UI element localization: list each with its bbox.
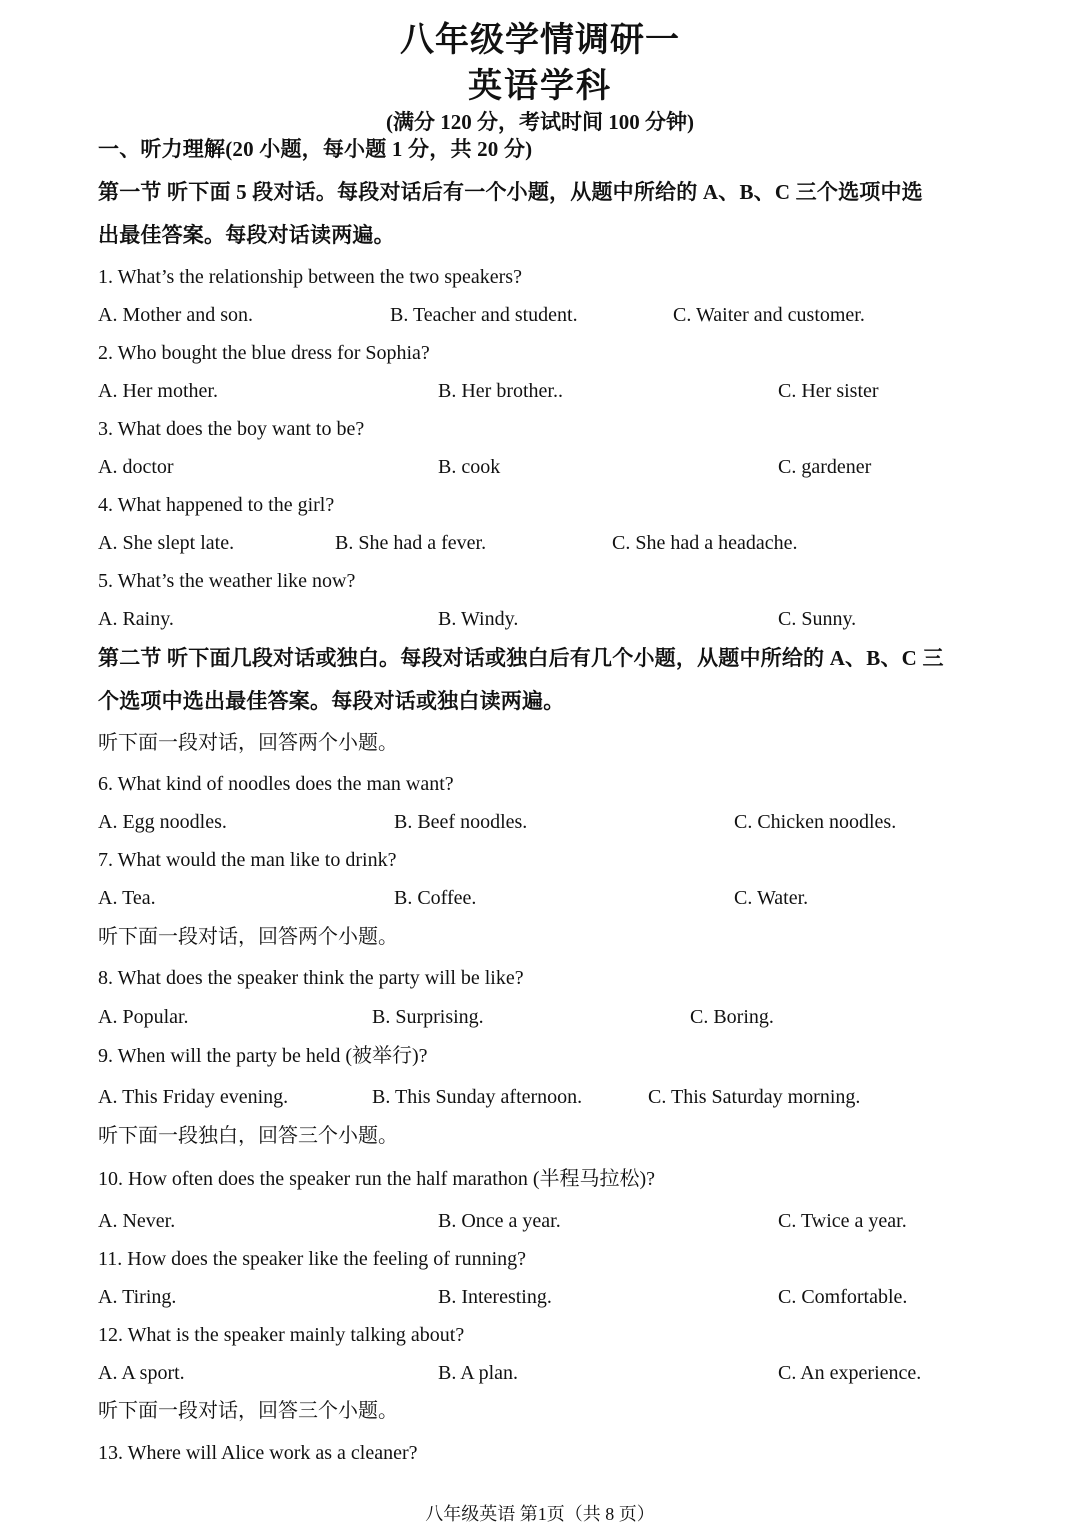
- exam-title: 八年级学情调研一: [400, 22, 680, 59]
- subject-title: 英语学科: [468, 68, 612, 105]
- q10-option-c: C. Twice a year.: [778, 1210, 907, 1232]
- q1-option-c: C. Waiter and customer.: [673, 304, 865, 326]
- q10-option-b: B. Once a year.: [438, 1210, 561, 1232]
- q2-option-c: C. Her sister: [778, 380, 879, 402]
- q1-option-b: B. Teacher and student.: [390, 304, 578, 326]
- q11-option-c: C. Comfortable.: [778, 1286, 908, 1308]
- q5-option-a: A. Rainy.: [98, 608, 174, 630]
- q10-option-a: A. Never.: [98, 1210, 176, 1232]
- question-1: 1. What’s the relationship between the two speakers?: [98, 266, 522, 288]
- q1-option-a: A. Mother and son.: [98, 304, 253, 326]
- question-13: 13. Where will Alice work as a cleaner?: [98, 1442, 418, 1464]
- q4-option-c: C. She had a headache.: [612, 532, 798, 554]
- dialog-instruction-1: 听下面一段对话，回答两个小题。: [98, 732, 398, 754]
- q8-option-b: B. Surprising.: [372, 1006, 484, 1028]
- q8-option-a: A. Popular.: [98, 1006, 189, 1028]
- question-2: 2. Who bought the blue dress for Sophia?: [98, 342, 430, 364]
- q6-option-c: C. Chicken noodles.: [734, 811, 897, 833]
- q4-option-b: B. She had a fever.: [335, 532, 487, 554]
- q4-option-a: A. She slept late.: [98, 532, 235, 554]
- q7-option-b: B. Coffee.: [394, 887, 477, 909]
- part1-heading: 一、听力理解(20 小题，每小题 1 分，共 20 分): [98, 137, 533, 161]
- question-9: 9. When will the party be held (被举行)?: [98, 1045, 428, 1067]
- section2-instruction-line1: 第二节 听下面几段对话或独白。每段对话或独白后有几个小题，从题中所给的 A、B、C 三: [98, 646, 944, 670]
- q3-option-b: B. cook: [438, 456, 501, 478]
- q7-option-a: A. Tea.: [98, 887, 156, 909]
- section1-instruction-line2: 出最佳答案。每段对话读两遍。: [98, 223, 395, 247]
- q9-option-a: A. This Friday evening.: [98, 1086, 289, 1108]
- dialog-instruction-2: 听下面一段对话，回答两个小题。: [98, 926, 398, 948]
- q11-option-a: A. Tiring.: [98, 1286, 177, 1308]
- question-11: 11. How does the speaker like the feeling of running?: [98, 1248, 527, 1270]
- q11-option-b: B. Interesting.: [438, 1286, 552, 1308]
- q9-option-c: C. This Saturday morning.: [648, 1086, 861, 1108]
- page-footer: 八年级英语 第1页（共 8 页）: [425, 1504, 655, 1524]
- question-5: 5. What’s the weather like now?: [98, 570, 356, 592]
- q12-option-a: A. A sport.: [98, 1362, 185, 1384]
- q2-option-b: B. Her brother..: [438, 380, 563, 402]
- q12-option-b: B. A plan.: [438, 1362, 519, 1384]
- exam-info: (满分 120 分，考试时间 100 分钟): [386, 110, 694, 134]
- q8-option-c: C. Boring.: [690, 1006, 774, 1028]
- question-4: 4. What happened to the girl?: [98, 494, 335, 516]
- question-6: 6. What kind of noodles does the man want?: [98, 773, 454, 795]
- q5-option-b: B. Windy.: [438, 608, 519, 630]
- q7-option-c: C. Water.: [734, 887, 809, 909]
- q6-option-a: A. Egg noodles.: [98, 811, 227, 833]
- section1-instruction-line1: 第一节 听下面 5 段对话。每段对话后有一个小题，从题中所给的 A、B、C 三个选项中选: [98, 180, 923, 204]
- q5-option-c: C. Sunny.: [778, 608, 857, 630]
- section2-instruction-line2: 个选项中选出最佳答案。每段对话或独白读两遍。: [98, 689, 565, 713]
- q6-option-b: B. Beef noodles.: [394, 811, 528, 833]
- question-12: 12. What is the speaker mainly talking about?: [98, 1324, 465, 1346]
- question-8: 8. What does the speaker think the party will be like?: [98, 967, 524, 989]
- q3-option-c: C. gardener: [778, 456, 872, 478]
- question-10: 10. How often does the speaker run the half marathon (半程马拉松)?: [98, 1168, 656, 1190]
- monologue-instruction: 听下面一段独白，回答三个小题。: [98, 1125, 398, 1147]
- question-7: 7. What would the man like to drink?: [98, 849, 397, 871]
- q9-option-b: B. This Sunday afternoon.: [372, 1086, 583, 1108]
- q3-option-a: A. doctor: [98, 456, 174, 478]
- question-3: 3. What does the boy want to be?: [98, 418, 365, 440]
- dialog-instruction-3: 听下面一段对话，回答三个小题。: [98, 1400, 398, 1422]
- q12-option-c: C. An experience.: [778, 1362, 922, 1384]
- q2-option-a: A. Her mother.: [98, 380, 218, 402]
